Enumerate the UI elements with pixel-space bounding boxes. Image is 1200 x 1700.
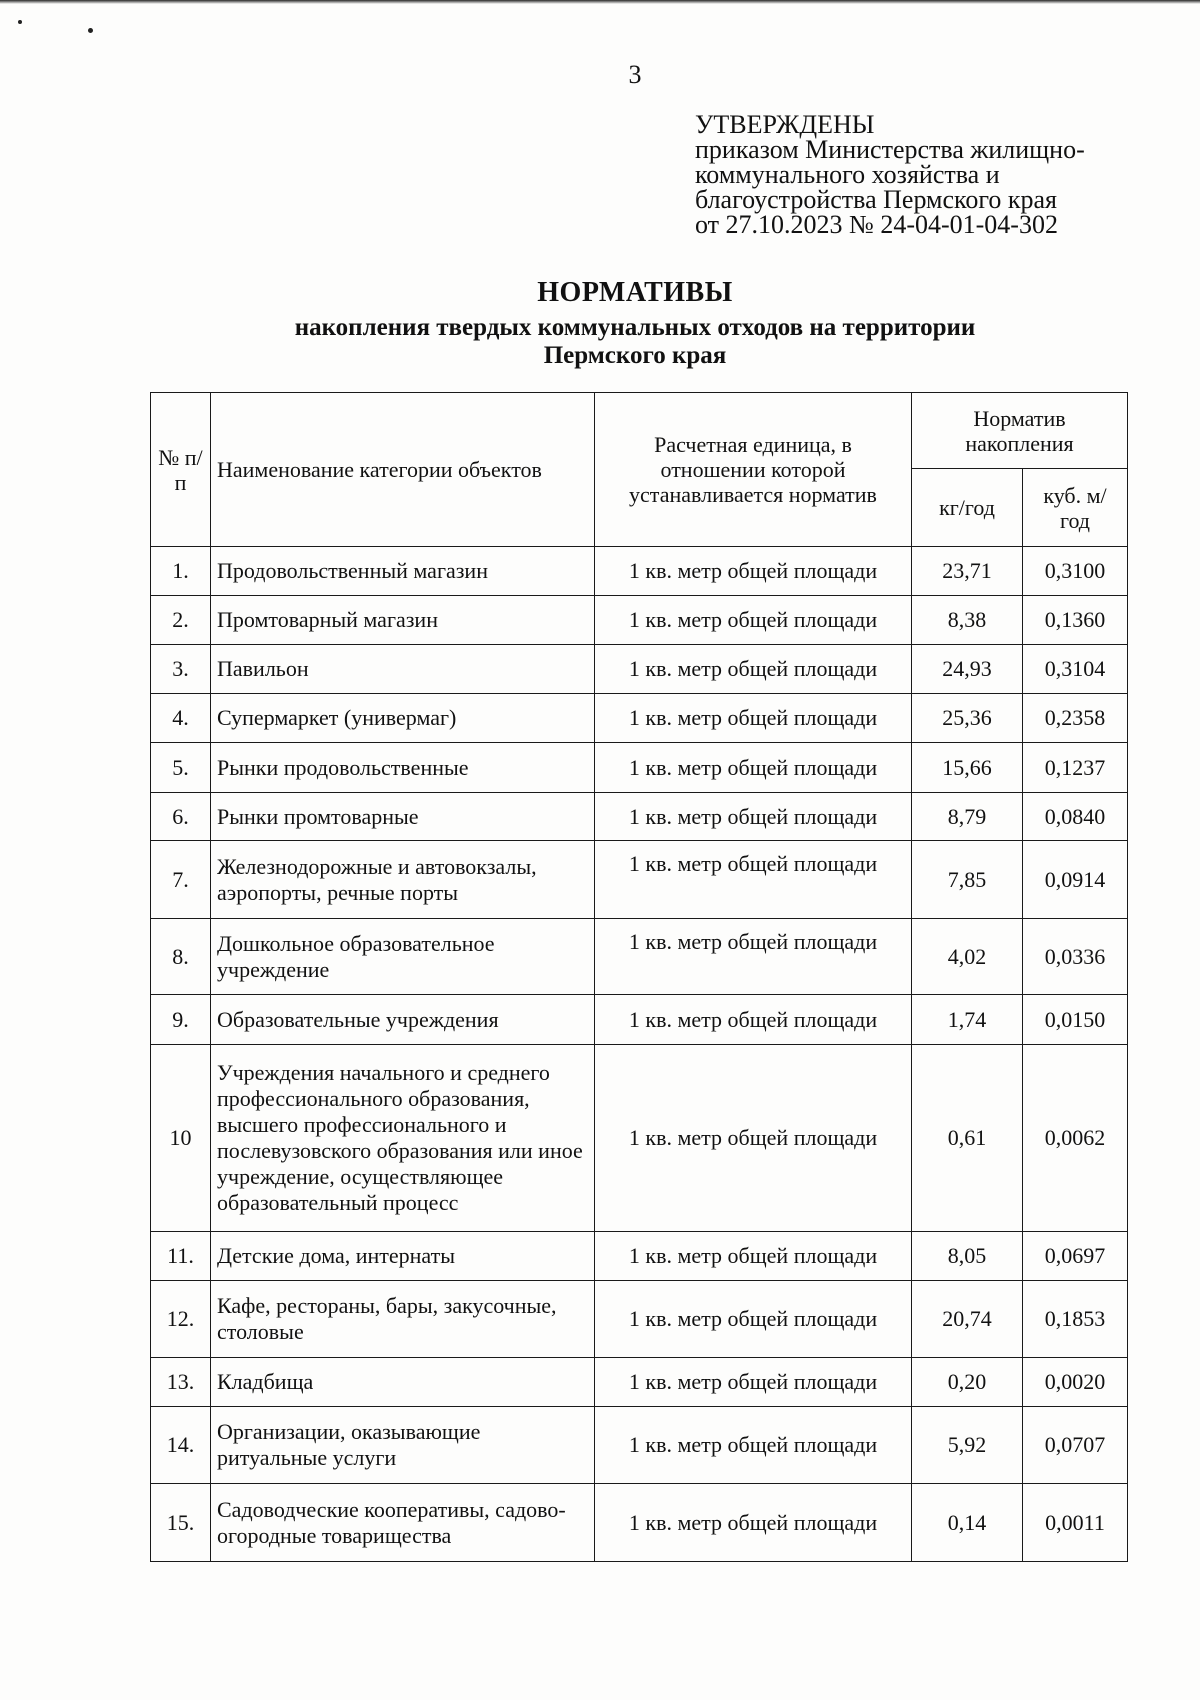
row-kg-value: 20,74	[912, 1281, 1023, 1358]
row-m3-value: 0,0011	[1023, 1484, 1128, 1562]
scan-speck	[88, 28, 93, 33]
row-number: 10	[151, 1045, 211, 1232]
row-number: 1.	[151, 547, 211, 596]
table-row	[151, 1281, 1128, 1358]
row-number: 13.	[151, 1358, 211, 1407]
row-unit: 1 кв. метр общей площади	[595, 1045, 912, 1232]
row-category: Кладбища	[211, 1358, 595, 1407]
header-category-name: Наименование категории объектов	[211, 393, 595, 547]
table-row	[151, 1045, 1128, 1232]
row-category: Продовольственный магазин	[211, 547, 595, 596]
row-unit: 1 кв. метр общей площади	[595, 547, 912, 596]
row-kg-value: 8,79	[912, 793, 1023, 841]
row-kg-value: 23,71	[912, 547, 1023, 596]
row-kg-value: 0,20	[912, 1358, 1023, 1407]
table-row	[151, 743, 1128, 793]
table-row	[151, 919, 1128, 995]
row-m3-value: 0,1360	[1023, 596, 1128, 645]
table-row	[151, 596, 1128, 645]
row-unit: 1 кв. метр общей площади	[595, 596, 912, 645]
row-kg-value: 5,92	[912, 1407, 1023, 1484]
row-m3-value: 0,3100	[1023, 547, 1128, 596]
table-row	[151, 793, 1128, 841]
table-row	[151, 547, 1128, 596]
document-subtitle: накопления твердых коммунальных отходов на территории Пермского края	[294, 314, 976, 369]
document-title: НОРМАТИВЫ	[537, 277, 733, 308]
row-number: 4.	[151, 694, 211, 743]
row-number: 7.	[151, 841, 211, 919]
row-category: Образовательные учреждения	[211, 995, 595, 1045]
table-row	[151, 1358, 1128, 1407]
table-row	[151, 1232, 1128, 1281]
header-kg-per-year: кг/год	[912, 469, 1023, 547]
row-m3-value: 0,0062	[1023, 1045, 1128, 1232]
table-row	[151, 1484, 1128, 1562]
header-accumulation-norm: Норматив накопления	[912, 393, 1128, 469]
row-m3-value: 0,0020	[1023, 1358, 1128, 1407]
row-unit: 1 кв. метр общей площади	[595, 694, 912, 743]
row-unit: 1 кв. метр общей площади	[595, 1407, 912, 1484]
row-category: Железнодорожные и автовокзалы, аэропорты, речные порты	[211, 841, 595, 919]
row-m3-value: 0,0707	[1023, 1407, 1128, 1484]
row-kg-value: 8,38	[912, 596, 1023, 645]
row-kg-value: 0,14	[912, 1484, 1023, 1562]
row-kg-value: 1,74	[912, 995, 1023, 1045]
row-unit: 1 кв. метр общей площади	[595, 645, 912, 694]
row-unit: 1 кв. метр общей площади	[595, 793, 912, 841]
row-number: 15.	[151, 1484, 211, 1562]
row-number: 5.	[151, 743, 211, 793]
row-m3-value: 0,0697	[1023, 1232, 1128, 1281]
row-kg-value: 7,85	[912, 841, 1023, 919]
norms-table	[150, 392, 1128, 1562]
row-unit: 1 кв. метр общей площади	[595, 1232, 912, 1281]
table-row	[151, 995, 1128, 1045]
row-number: 9.	[151, 995, 211, 1045]
row-m3-value: 0,1237	[1023, 743, 1128, 793]
row-unit: 1 кв. метр общей площади	[595, 919, 912, 995]
row-category: Учреждения начального и среднего профессионального образования, высшего профессионального и послевузовского образования или иное учреждение, осуществляющее образовательный процесс	[211, 1045, 595, 1232]
row-category: Садоводческие кооперативы, садово-огородные товарищества	[211, 1484, 595, 1562]
row-kg-value: 15,66	[912, 743, 1023, 793]
row-number: 11.	[151, 1232, 211, 1281]
table-row	[151, 841, 1128, 919]
row-number: 14.	[151, 1407, 211, 1484]
row-number: 2.	[151, 596, 211, 645]
row-unit: 1 кв. метр общей площади	[595, 1281, 912, 1358]
row-category: Промтоварный магазин	[211, 596, 595, 645]
row-m3-value: 0,0914	[1023, 841, 1128, 919]
row-m3-value: 0,2358	[1023, 694, 1128, 743]
header-number: № п/п	[151, 393, 211, 547]
row-kg-value: 25,36	[912, 694, 1023, 743]
row-kg-value: 8,05	[912, 1232, 1023, 1281]
row-unit: 1 кв. метр общей площади	[595, 743, 912, 793]
row-unit: 1 кв. метр общей площади	[595, 1358, 912, 1407]
approval-line: благоустройства Пермского края	[695, 185, 1058, 214]
row-number: 3.	[151, 645, 211, 694]
scan-speck	[18, 20, 22, 24]
row-category: Павильон	[211, 645, 595, 694]
row-m3-value: 0,0150	[1023, 995, 1128, 1045]
row-category: Детские дома, интернаты	[211, 1232, 595, 1281]
row-category: Супермаркет (универмаг)	[211, 694, 595, 743]
approval-line: от 27.10.2023 № 24-04-01-04-302	[695, 210, 1058, 239]
row-m3-value: 0,0336	[1023, 919, 1128, 995]
approval-line: приказом Министерства жилищно-	[695, 135, 1085, 164]
page-number: 3	[628, 60, 642, 89]
row-category: Рынки промтоварные	[211, 793, 595, 841]
row-unit: 1 кв. метр общей площади	[595, 995, 912, 1045]
row-number: 12.	[151, 1281, 211, 1358]
row-unit: 1 кв. метр общей площади	[595, 841, 912, 919]
row-kg-value: 0,61	[912, 1045, 1023, 1232]
row-number: 6.	[151, 793, 211, 841]
row-m3-value: 0,0840	[1023, 793, 1128, 841]
row-category: Рынки продовольственные	[211, 743, 595, 793]
row-category: Дошкольное образовательное учреждение	[211, 919, 595, 995]
table-row	[151, 694, 1128, 743]
row-number: 8.	[151, 919, 211, 995]
row-m3-value: 0,3104	[1023, 645, 1128, 694]
approval-line: коммунального хозяйства и	[695, 160, 1000, 189]
header-calculation-unit: Расчетная единица, в отношении которой устанавливается норматив	[595, 393, 912, 547]
table-row	[151, 1407, 1128, 1484]
row-unit: 1 кв. метр общей площади	[595, 1484, 912, 1562]
row-kg-value: 24,93	[912, 645, 1023, 694]
row-m3-value: 0,1853	[1023, 1281, 1128, 1358]
scan-top-edge	[0, 0, 1200, 4]
row-kg-value: 4,02	[912, 919, 1023, 995]
row-category: Кафе, рестораны, бары, закусочные, столовые	[211, 1281, 595, 1358]
table-row	[151, 645, 1128, 694]
header-m3-per-year: куб. м/год	[1023, 469, 1128, 547]
row-category: Организации, оказывающие ритуальные услуги	[211, 1407, 595, 1484]
approval-block	[695, 112, 1085, 237]
approval-heading: УТВЕРЖДЕНЫ	[695, 110, 875, 139]
